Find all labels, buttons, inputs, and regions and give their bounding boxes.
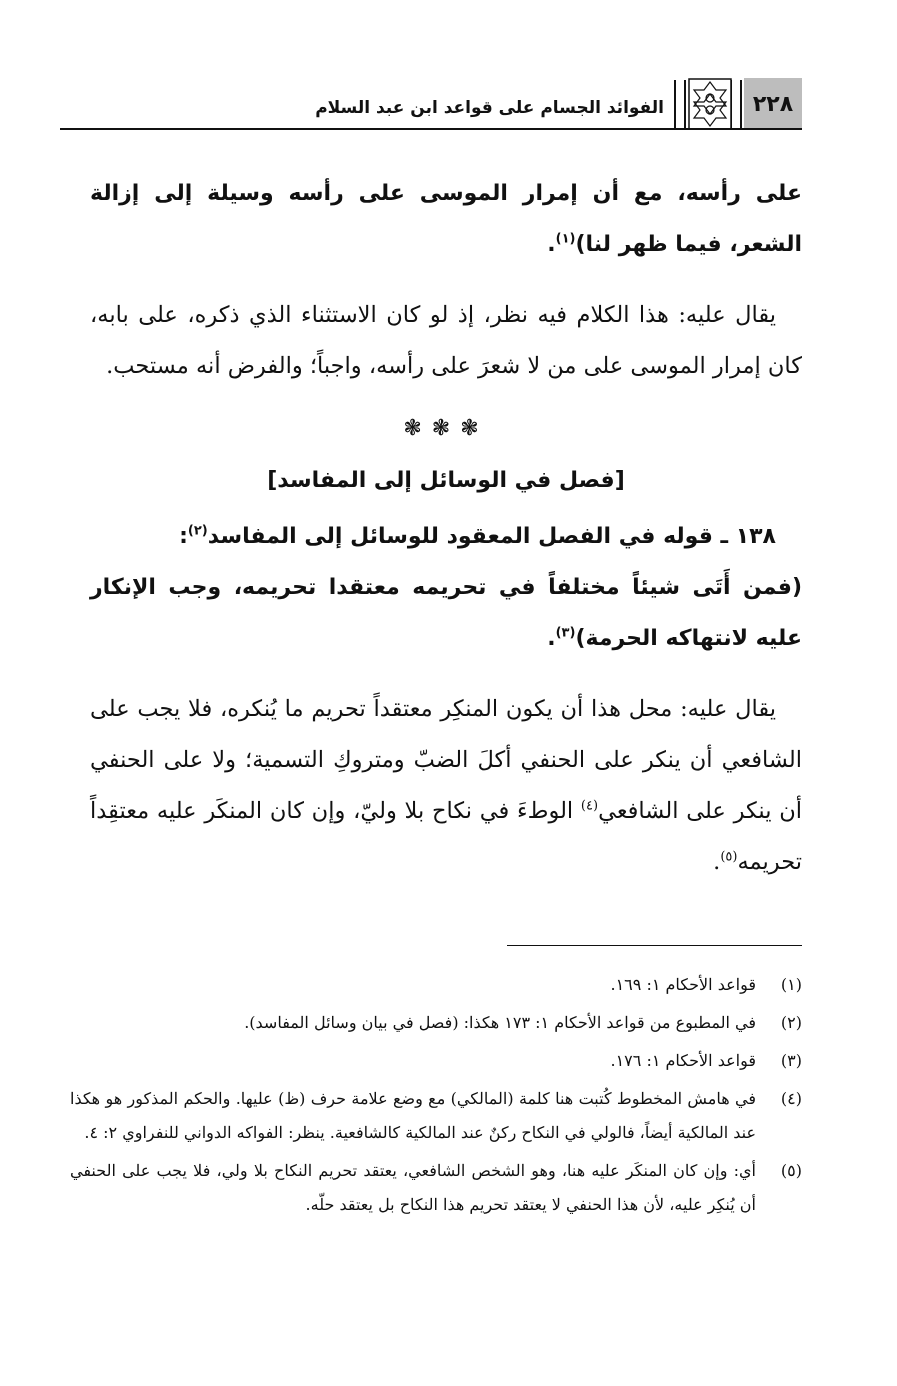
footnote — [70, 1082, 802, 1150]
running-title: الفوائد الجسام على قواعد ابن عبد السلام — [315, 98, 664, 118]
page-header — [60, 78, 802, 130]
footnote — [70, 1044, 802, 1078]
footnote-text: في هامش المخطوط كُتبت هنا كلمة (المالكي) مع وضع علامة حرف (ظ) عليها. والحكم المذكور هو هكذا عند المالكية أيضاً، فالولي في النكاح ركنٌ عند المالكية كالشافعية. ينظر: الفواكه الدواني للنفراوي ٢: ٤. — [70, 1089, 756, 1142]
footnote-separator — [507, 945, 802, 946]
footnote — [70, 1154, 802, 1222]
footnote-text: في المطبوع من قواعد الأحكام ١: ١٧٣ هكذا: (فصل في بيان وسائل المفاسد). — [244, 1013, 756, 1032]
section-title: [فصل في الوسائل إلى المفاسد] — [267, 468, 625, 493]
paragraph-commentary: يقال عليه: هذا الكلام فيه نظر، إذ لو كان الاستثناء الذي ذكره، على بابه، كان إمرار الموسى على من لا شعرَ على رأسه، واجباً؛ والفرض أنه مستحب. — [90, 302, 802, 379]
footnote-ref-2: (٢) — [187, 523, 208, 539]
footnote-number: (٣) — [780, 1051, 802, 1070]
section-separator-stars: ❃❃❃ — [403, 416, 489, 441]
footnote-number: (١) — [780, 975, 802, 994]
header-divider-bars — [674, 80, 686, 128]
footnote-ref-3: (٣) — [555, 625, 576, 641]
header-rule — [60, 128, 802, 130]
footnote — [70, 968, 802, 1002]
paragraph-continued: على رأسه، مع أن إمرار الموسى على رأسه وسيلة إلى إزالة الشعر، فيما ظهر لنا)$^{(١)}$. — [90, 181, 802, 257]
geometric-star-ornament-icon — [688, 78, 732, 130]
footnotes — [70, 968, 802, 1226]
footnote-number: (٢) — [780, 1013, 802, 1032]
paragraph-commentary: يقال عليه: محل هذا أن يكون المنكِر معتقداً تحريم ما يُنكره، فلا يجب على الشافعي أن ينكر على الحنفي أكلَ الضبّ ومتروكِ التسمية؛ ولا على الحنفي أن ينكر على الشافعي$^{(٤)}$ الوطءَ في نكاح بلا وليّ، وإن كان المنكَر عليه معتقِداً تحريمه$^{(٥)}$. — [90, 696, 802, 875]
footnote-number: (٤) — [780, 1089, 802, 1108]
main-text — [90, 168, 802, 888]
footnote-text: أي: وإن كان المنكَر عليه هنا، وهو الشخص الشافعي، يعتقد تحريم النكاح بلا ولي، فلا يجب على الحنفي أن يُنكِر عليه، لأن هذا الحنفي لا يعتقد تحريم هذا النكاح بل يعتقد حلّه. — [70, 1161, 757, 1214]
footnote-ref-4: (٤) — [580, 798, 599, 814]
page-number: ٢٢٨ — [744, 78, 802, 130]
footnote-text: قواعد الأحكام ١: ١٧٦. — [610, 1051, 756, 1070]
footnote-ref-5: (٥) — [720, 849, 738, 865]
paragraph-quote: (فمن أَتَى شيئاً مختلفاً في تحريمه معتقدا تحريمه، وجب الإنكار عليه لانتهاكه الحرمة)$^{(٣)}$. — [90, 575, 802, 651]
paragraph-quote-intro: ١٣٨ ـ قوله في الفصل المعقود للوسائل إلى المفاسد$^{(٢)}$: — [179, 523, 776, 549]
footnote-text: قواعد الأحكام ١: ١٦٩. — [610, 975, 756, 994]
footnote-number: (٥) — [780, 1161, 802, 1180]
footnote-ref-1: (١) — [555, 231, 576, 247]
footnote — [70, 1006, 802, 1040]
